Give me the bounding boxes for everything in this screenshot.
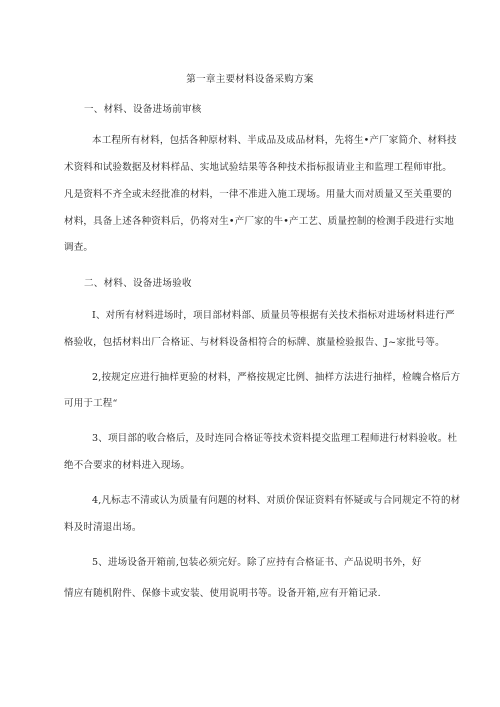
item-2-line-1: 2,按规定应进行抽样更验的材料，严格按规定比例、抽样方法进行抽样，检魄合格后方 xyxy=(92,372,461,383)
item-1-line-1: I、对所有材料进场时，项目部材料部、质量员等根据有关技术指标对进场材料进行严 xyxy=(92,310,455,321)
section-1-heading: 一、材料、设备进场前审核 xyxy=(84,104,202,115)
section-1-line-4: 材料，具备上述各种资料后，仍将对生•产厂家的牛•产工艺、质量控制的检测手段进行实地 xyxy=(64,216,454,227)
section-1-line-2: 术资料和试验数据及材料样品、实地试验结果等各种技术指标报请业主和监理工程师审批。 xyxy=(64,162,453,173)
item-1-line-2: 格验收，包括材料出厂合格证、与材料设备相符合的标牌、旗量检验报告、J~家批号等。 xyxy=(64,337,445,348)
item-3-line-1: 3、项目部的收合格后，及时连同合格证等技术资料提交监理工程师进行材料验收。杜 xyxy=(92,433,458,444)
item-4-line-1: 4,凡标志不清或认为质量有问题的材料、对质价保证资料有怀疑或与合同规定不符的材 xyxy=(92,495,461,506)
item-4-line-2: 料及时清退出场。 xyxy=(64,522,142,533)
section-1-line-1: 本工程所有材料，包括各种原材料、半成品及成品材料，先将生•产厂家简介、材料技 xyxy=(92,135,457,146)
item-3-line-2: 绝不合要求的材料进入现场。 xyxy=(64,460,191,471)
item-5-line-2: 情应有随机附件、保修卡或安装、使用说明书等。设备开箱,应有开箱记录. xyxy=(64,588,381,599)
section-1-line-3: 凡是资料不齐全或未经批准的材料，一律不准进入施工现场。用量大而对质量又至关重要的 xyxy=(64,189,453,200)
section-1-line-5: 调查。 xyxy=(64,242,94,253)
item-2-line-2: 可用于工程“ xyxy=(64,398,118,409)
document-title: 第一章主要材料设备采购方案 xyxy=(186,74,314,85)
item-5-line-1: 5、进场设备开箱前,包装必须完好。除了应持有合格证书、产品说明书外，好 xyxy=(92,557,422,568)
section-2-heading: 二、材料、设备进场验收 xyxy=(84,278,192,289)
